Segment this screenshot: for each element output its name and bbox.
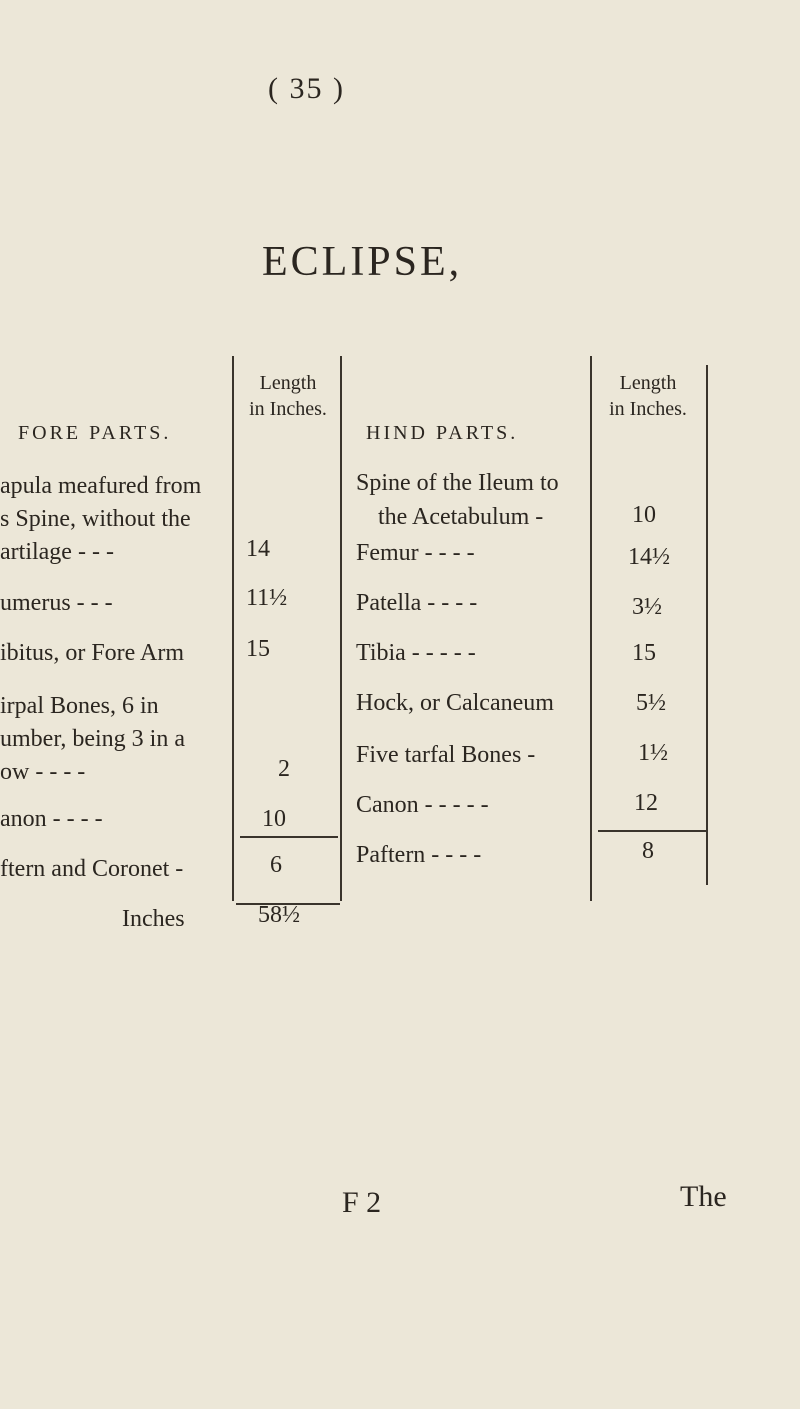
page-number: ( 35 ) (268, 72, 345, 105)
hind-row-2-label: Femur - - - - (356, 540, 475, 566)
fore-row-4-label (0, 690, 185, 789)
hind-row-2-value: 14½ (628, 544, 670, 570)
fore-row-6-value: 6 (270, 852, 282, 878)
fore-row-5-label: anon - - - - (0, 806, 103, 832)
hind-row-1-value: 10 (632, 502, 656, 528)
page-title: ECLIPSE, (262, 239, 463, 285)
hind-row-5-value: 5½ (636, 690, 666, 716)
fore-row-1-label-line2: s Spine, without the (0, 506, 191, 532)
hind-row-6-label: Five tarfal Bones - (356, 742, 536, 768)
fore-row-5-value: 10 (262, 806, 286, 832)
fore-column-rule-left (232, 356, 234, 901)
hind-row-3-label: Patella - - - - (356, 590, 478, 616)
hind-row-1-label-line1: Spine of the Ileum to (356, 470, 559, 496)
hind-row-1-label (356, 466, 559, 534)
hind-row-7-label: Canon - - - - - (356, 792, 489, 818)
catchword: The (680, 1180, 727, 1213)
hind-row-3-value: 3½ (632, 594, 662, 620)
hind-row-6-value: 1½ (638, 740, 668, 766)
fore-row-1-label-line1: apula meafured from (0, 473, 202, 499)
fore-row-6-label: ftern and Coronet - (0, 856, 184, 882)
hind-row-4-label: Tibia - - - - - (356, 640, 476, 666)
fore-total-value: 58½ (258, 902, 300, 928)
fore-length-header (240, 370, 336, 422)
fore-length-header-line1: Length (259, 372, 317, 394)
fore-row-4-value: 2 (278, 756, 290, 782)
fore-row-1-label-line3: artilage - - - (0, 539, 114, 565)
fore-parts-heading: FORE PARTS. (18, 422, 172, 444)
fore-total-rule-top (240, 836, 338, 838)
hind-row-4-value: 15 (632, 640, 656, 666)
hind-parts-heading: HIND PARTS. (366, 422, 519, 444)
hind-length-header-line1: Length (619, 372, 677, 394)
fore-row-2-label: umerus - - - (0, 590, 113, 616)
hind-row-8-value: 8 (642, 838, 654, 864)
fore-column-rule-right (340, 356, 342, 901)
hind-row-1-label-line2: the Acetabulum - (378, 504, 544, 530)
fore-row-1-label (0, 470, 201, 569)
fore-row-1-value: 14 (246, 536, 270, 562)
fore-row-3-label: ibitus, or Fore Arm (0, 640, 184, 666)
signature-mark: F 2 (342, 1186, 382, 1219)
hind-row-8-label: Paftern - - - - (356, 842, 482, 868)
hind-length-header (598, 370, 698, 422)
fore-total-label: Inches (122, 906, 185, 932)
fore-row-4-label-line1: irpal Bones, 6 in (0, 693, 159, 719)
hind-total-rule (598, 830, 706, 832)
hind-row-5-label: Hock, or Calcaneum (356, 690, 554, 716)
fore-length-header-line2: in Inches. (249, 398, 327, 420)
fore-row-4-label-line3: ow - - - - (0, 759, 86, 785)
fore-row-3-value: 15 (246, 636, 270, 662)
hind-column-rule-left (590, 356, 592, 901)
hind-length-header-line2: in Inches. (609, 398, 687, 420)
hind-column-rule-right (706, 365, 708, 885)
fore-row-4-label-line2: umber, being 3 in a (0, 726, 185, 752)
fore-row-2-value: 11½ (246, 585, 288, 611)
hind-row-7-value: 12 (634, 790, 658, 816)
